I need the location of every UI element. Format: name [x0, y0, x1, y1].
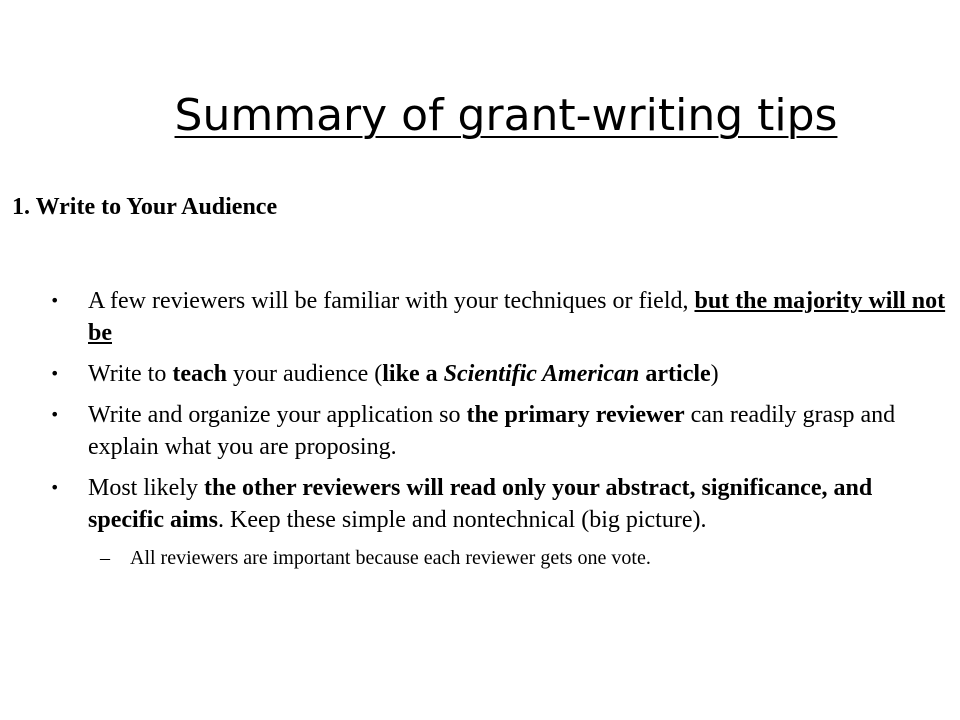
bullet-emphasis: the primary reviewer: [466, 402, 685, 428]
bullet-emphasis: teach: [172, 361, 227, 387]
section-heading: 1. Write to Your Audience: [12, 194, 278, 220]
bullet-emphasis: the other reviewers will read only your abstract, significance, and specific aims: [88, 475, 873, 533]
slide-title-text: Summary of grant-writing tips: [174, 90, 838, 141]
bullet-item: [48, 358, 948, 390]
bullet-item: [48, 472, 948, 536]
bullet-dot-icon: •: [50, 364, 60, 383]
bullet-emphasis: article: [639, 361, 711, 387]
slide-title: [0, 88, 960, 144]
sub-bullet-item: [48, 545, 948, 571]
bullet-emphasis: like a: [382, 361, 444, 387]
bullet-emphasis-italic: Scientific American: [443, 361, 640, 387]
bullet-text: ): [710, 361, 719, 387]
bullet-list: [48, 285, 948, 571]
sub-bullet-text: All reviewers are important because each reviewer gets one vote.: [130, 547, 651, 569]
bullet-item: [48, 399, 948, 463]
dash-icon: –: [100, 547, 110, 569]
bullet-dot-icon: •: [50, 405, 60, 424]
bullet-emphasis: but the majority will not be: [88, 288, 946, 346]
bullet-text: can readily grasp and explain what you are proposing.: [88, 402, 896, 460]
bullet-dot-icon: •: [50, 291, 60, 310]
bullet-dot-icon: •: [50, 478, 60, 497]
bullet-text: your audience (: [227, 361, 383, 387]
bullet-text: . Keep these simple and nontechnical (big picture).: [217, 507, 707, 533]
bullet-text: A few reviewers will be familiar with your techniques or field,: [88, 288, 695, 314]
bullet-text: Write and organize your application so: [88, 402, 467, 428]
bullet-item: [48, 285, 948, 349]
bullet-text: Write to: [88, 361, 173, 387]
bullet-text: Most likely: [88, 475, 205, 501]
